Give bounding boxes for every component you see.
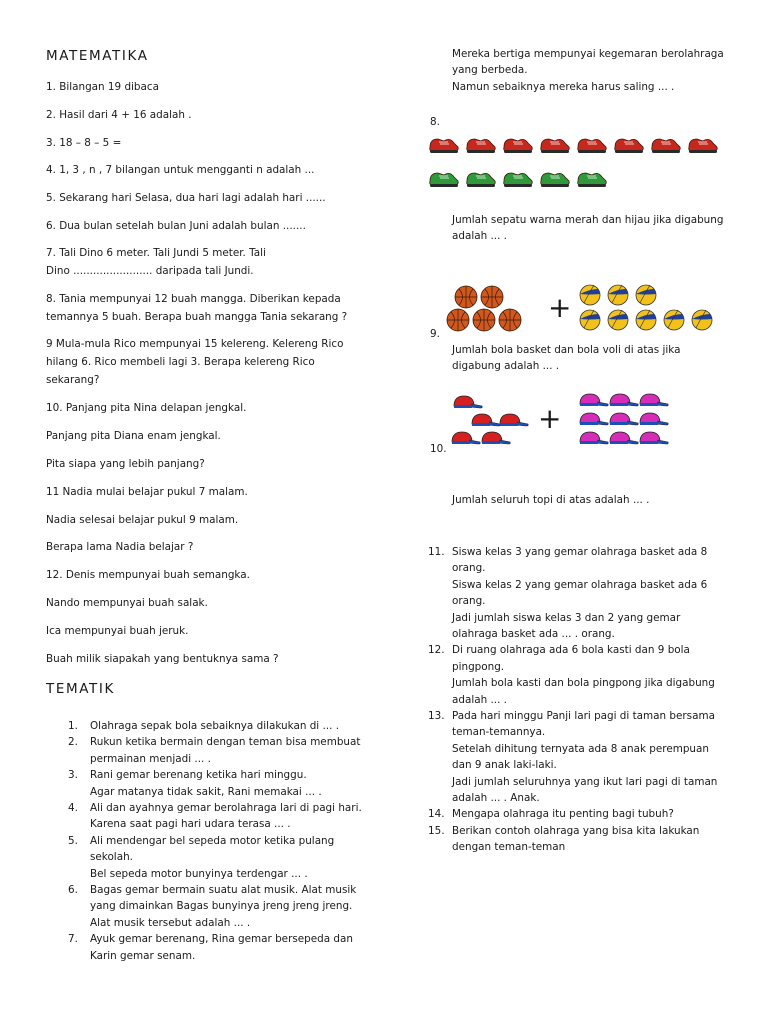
right-question-line: Siswa kelas 2 yang gemar olahraga basket ada 6 <box>452 578 708 591</box>
right-question-line: pingpong. <box>452 660 505 673</box>
red-shoe-icon <box>578 139 607 153</box>
tematik-question-line: Alat musik tersebut adalah ... . <box>90 916 251 929</box>
question-8-line: Jumlah sepatu warna merah dan hijau jika digabung <box>452 214 724 226</box>
question-9-line: digabung adalah ... . <box>452 360 560 373</box>
tematik-question-line: Olahraga sepak bola sebaiknya dilakukan di ... . <box>90 720 340 732</box>
math-question-3: 3. 18 – 8 – 5 = <box>46 137 122 149</box>
math-question-10-line-3: Pita siapa yang lebih panjang? <box>46 458 205 470</box>
red-shoe-icon <box>615 139 644 153</box>
pink-cap-icon <box>640 413 668 425</box>
pink-cap-icon <box>640 394 668 406</box>
red-cap-icon <box>500 414 528 426</box>
math-question-8-line-2: temannya 5 buah. Berapa buah mangga Tania sekarang ? <box>46 311 348 323</box>
basketball-icon <box>499 309 521 331</box>
volleyball-icon <box>636 285 656 305</box>
tematik-question-number: 3. <box>68 769 78 782</box>
right-question-line: adalah ... . <box>452 693 507 706</box>
math-question-11-line-3: Berapa lama Nadia belajar ? <box>46 541 194 553</box>
red-cap-icon <box>482 432 510 444</box>
volleyball-icon <box>580 310 600 330</box>
red-shoe-icon <box>430 139 459 153</box>
question-10-number: 10. <box>430 443 447 455</box>
math-question-7-line-1: 7. Tali Dino 6 meter. Tali Jundi 5 meter. Tali <box>46 247 266 259</box>
pink-cap-icon <box>610 394 638 406</box>
red-shoe-icon <box>541 139 570 153</box>
tematik-question-line: Bagas gemar bermain suatu alat musik. Alat musik <box>90 884 357 896</box>
tematik-question-number: 7. <box>68 933 78 946</box>
volleyball-icon <box>608 285 628 305</box>
tematik-question-7-line: Mereka bertiga mempunyai kegemaran berolahraga <box>452 48 724 60</box>
red-shoe-icon <box>504 139 533 153</box>
green-shoe-icon <box>467 173 496 187</box>
math-question-9-line-1: 9 Mula-mula Rico mempunyai 15 kelereng. Kelereng Rico <box>46 338 344 350</box>
math-question-10-line-2: Panjang pita Diana enam jengkal. <box>46 430 221 442</box>
right-question-number: 11. <box>428 546 445 558</box>
green-shoe-icon <box>578 173 607 187</box>
tematik-question-line: Karena saat pagi hari udara terasa ... . <box>90 818 291 831</box>
tematik-question-7-line: Namun sebaiknya mereka harus saling ... . <box>452 80 675 93</box>
tematik-question-line: yang dimainkan Bagas bunyinya jreng jreng jreng. <box>90 900 353 913</box>
volleyball-icon <box>692 310 712 330</box>
question-8-line: adalah ... . <box>452 230 507 243</box>
math-question-12-line-3: Ica mempunyai buah jeruk. <box>46 625 189 637</box>
pink-cap-icon <box>580 394 608 406</box>
tematik-question-line: Rani gemar berenang ketika hari minggu. <box>90 769 307 782</box>
math-question-11-line-1: 11 Nadia mulai belajar pukul 7 malam. <box>46 486 248 498</box>
matematika-heading: MATEMATIKA <box>46 48 149 64</box>
question-10-text: Jumlah seluruh topi di atas adalah ... . <box>452 494 650 506</box>
pink-cap-icon <box>610 413 638 425</box>
tematik-question-line: Ayuk gemar berenang, Rina gemar bersepeda dan <box>90 933 353 946</box>
tematik-question-line: Rukun ketika bermain dengan teman bisa membuat <box>90 736 361 749</box>
plus-sign: + <box>538 402 562 435</box>
math-question-1: 1. Bilangan 19 dibaca <box>46 81 159 93</box>
red-shoe-icon <box>689 139 718 153</box>
volleyball-icon <box>636 310 656 330</box>
pink-cap-icon <box>580 413 608 425</box>
right-question-number: 13. <box>428 710 445 722</box>
math-question-12-line-4: Buah milik siapakah yang bentuknya sama ? <box>46 653 279 665</box>
right-question-number: 15. <box>428 824 445 837</box>
shoes-image <box>428 133 728 193</box>
green-shoe-icon <box>541 173 570 187</box>
math-question-11-line-2: Nadia selesai belajar pukul 9 malam. <box>46 514 239 526</box>
right-question-line: orang. <box>452 595 486 608</box>
plus-sign: + <box>548 291 572 324</box>
balls-image <box>452 283 722 339</box>
tematik-question-line: sekolah. <box>90 851 133 864</box>
right-question-line: Berikan contoh olahraga yang bisa kita lakukan <box>452 824 700 837</box>
volleyball-icon <box>580 285 600 305</box>
math-question-5: 5. Sekarang hari Selasa, dua hari lagi adalah hari ...... <box>46 192 326 204</box>
pink-cap-icon <box>610 432 638 444</box>
tematik-question-line: Agar matanya tidak sakit, Rani memakai ... . <box>90 785 322 798</box>
math-question-7-line-2: Dino ........................ daripada tali Jundi. <box>46 265 254 277</box>
right-question-number: 14. <box>428 808 445 821</box>
math-question-12-line-1: 12. Denis mempunyai buah semangka. <box>46 569 250 581</box>
math-question-6: 6. Dua bulan setelah bulan Juni adalah bulan ....... <box>46 220 306 232</box>
tematik-question-number: 1. <box>68 720 78 732</box>
right-question-line: Jumlah bola kasti dan bola pingpong jika digabung <box>452 677 715 690</box>
math-question-12-line-2: Nando mempunyai buah salak. <box>46 597 208 609</box>
basketball-icon <box>455 286 477 308</box>
pink-cap-icon <box>580 432 608 444</box>
right-question-line: orang. <box>452 562 486 575</box>
question-9-line: Jumlah bola basket dan bola voli di atas jika <box>452 344 681 356</box>
red-shoe-icon <box>467 139 496 153</box>
tematik-question-line: Karin gemar senam. <box>90 949 196 962</box>
red-cap-icon <box>452 432 480 444</box>
tematik-heading: TEMATIK <box>46 681 115 697</box>
right-question-line: olahraga basket ada ... . orang. <box>452 628 615 640</box>
right-question-line: Jadi jumlah siswa kelas 3 dan 2 yang gemar <box>452 611 681 624</box>
right-question-line: Pada hari minggu Panji lari pagi di taman bersama <box>452 710 715 722</box>
tematik-question-7-line: yang berbeda. <box>452 64 528 77</box>
question-8-number: 8. <box>430 116 440 128</box>
basketball-icon <box>473 309 495 331</box>
red-shoe-icon <box>652 139 681 153</box>
math-question-2: 2. Hasil dari 4 + 16 adalah . <box>46 109 192 121</box>
green-shoe-icon <box>504 173 533 187</box>
tematik-question-number: 4. <box>68 802 78 814</box>
basketball-icon <box>447 309 469 331</box>
red-cap-icon <box>472 414 500 426</box>
right-question-line: adalah ... . Anak. <box>452 792 540 804</box>
tematik-question-line: permainan menjadi ... . <box>90 752 211 765</box>
right-question-line: Jadi jumlah seluruhnya yang ikut lari pagi di taman <box>452 775 718 788</box>
tematik-question-number: 5. <box>68 834 78 847</box>
right-question-line: Setelah dihitung ternyata ada 8 anak perempuan <box>452 742 709 755</box>
right-question-line: Mengapa olahraga itu penting bagi tubuh? <box>452 808 674 821</box>
pink-cap-icon <box>640 432 668 444</box>
math-question-10-line-1: 10. Panjang pita Nina delapan jengkal. <box>46 402 247 414</box>
math-question-8-line-1: 8. Tania mempunyai 12 buah mangga. Diberikan kepada <box>46 293 341 305</box>
caps-image <box>452 392 702 454</box>
tematik-question-number: 2. <box>68 736 78 749</box>
volleyball-icon <box>608 310 628 330</box>
green-shoe-icon <box>430 173 459 187</box>
question-9-number: 9. <box>430 328 440 340</box>
right-question-line: teman-temannya. <box>452 726 546 739</box>
right-question-line: dan 9 anak laki-laki. <box>452 759 557 772</box>
right-question-line: Di ruang olahraga ada 6 bola kasti dan 9 bola <box>452 644 690 657</box>
right-question-number: 12. <box>428 644 445 657</box>
volleyball-icon <box>664 310 684 330</box>
red-cap-icon <box>454 396 482 408</box>
math-question-9-line-3: sekarang? <box>46 374 100 386</box>
tematik-question-number: 6. <box>68 884 78 896</box>
right-question-line: dengan teman-teman <box>452 841 566 854</box>
right-question-line: Siswa kelas 3 yang gemar olahraga basket ada 8 <box>452 546 708 558</box>
tematik-question-line: Bel sepeda motor bunyinya terdengar ... . <box>90 867 308 880</box>
basketball-icon <box>481 286 503 308</box>
tematik-question-line: Ali mendengar bel sepeda motor ketika pulang <box>90 834 335 847</box>
tematik-question-line: Ali dan ayahnya gemar berolahraga lari di pagi hari. <box>90 802 362 814</box>
math-question-9-line-2: hilang 6. Rico membeli lagi 3. Berapa kelereng Rico <box>46 356 315 368</box>
math-question-4: 4. 1, 3 , n , 7 bilangan untuk mengganti n adalah ... <box>46 164 315 176</box>
